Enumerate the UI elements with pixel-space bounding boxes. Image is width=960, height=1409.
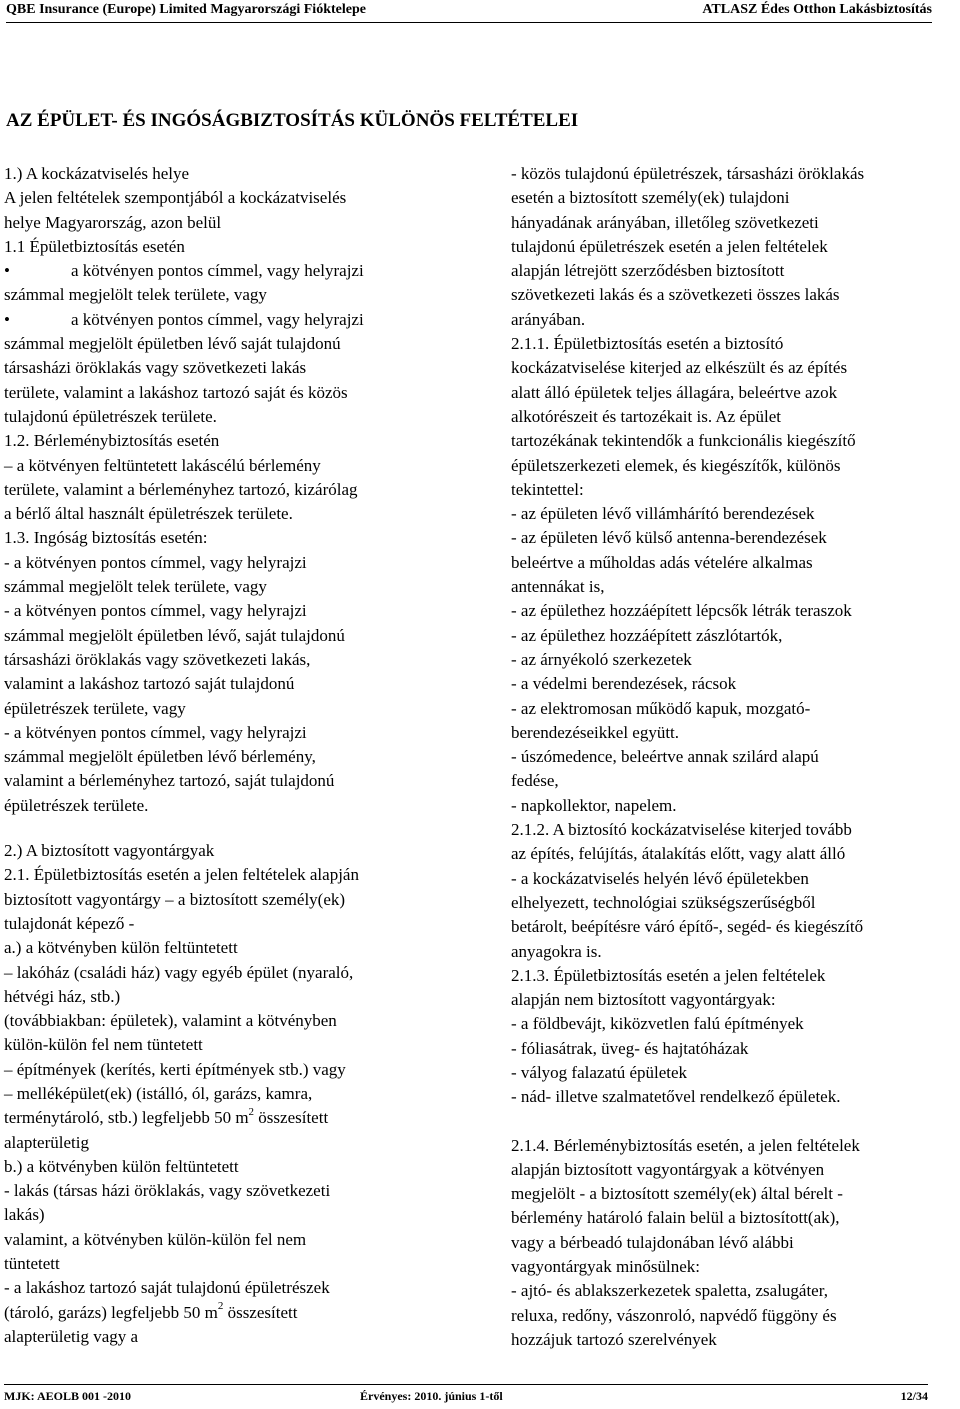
text-line: lakás) — [4, 1205, 45, 1225]
text-line: - az elektromosan működő kapuk, mozgató- — [511, 698, 811, 718]
superscript: 2 — [248, 1105, 255, 1118]
text-line: vagy a bérbeadó tulajdonában lévő alábbi — [511, 1232, 794, 1252]
text-line: 2.1.1. Épületbiztosítás esetén a biztosító — [511, 334, 784, 354]
text-line: 2.) A biztosított vagyontárgyak — [4, 841, 215, 861]
text-line: tulajdonú épületrészek esetén a jelen feltételek — [511, 236, 828, 256]
text-line: - úszómedence, beleértve annak szilárd alapú — [511, 747, 819, 767]
text-line: – építmények (kerítés, kerti építmények stb.) vagy — [4, 1059, 346, 1079]
superscript: 2 — [217, 1300, 224, 1312]
text-line: alatt álló épületek teljes állagára, beleértve azok — [511, 382, 838, 402]
text-line: épületrészek területe. — [4, 795, 149, 815]
text-line: alapján létrejött szerződésben biztosított — [511, 261, 785, 281]
text-line: – melléképület(ek) (istálló, ól, garázs, kamra, — [4, 1083, 313, 1103]
header-company: QBE Insurance (Europe) Limited Magyarországi Fióktelepe — [6, 2, 366, 17]
text-line: épületszerkezeti elemek, és kiegészítők, különös — [511, 455, 841, 475]
text-line: - vályog falazatú épületek — [511, 1062, 688, 1082]
text-line: alapján nem biztosított vagyontárgyak: — [511, 990, 776, 1010]
text-line: - nád- illetve szalmatetővel rendelkező épületek. — [511, 1087, 841, 1107]
left-column — [4, 162, 464, 1349]
text-line: hozzájuk tartozó szerelvények — [511, 1329, 717, 1349]
text-line: beleértve a műholdas adás vételére alkalmas — [511, 552, 813, 572]
text-line — [4, 1106, 464, 1130]
text-line: esetén a biztosított személy(ek) tulajdoni — [511, 188, 790, 208]
text-line: területe, valamint a lakáshoz tartozó saját és közös — [4, 382, 348, 402]
footer-rule — [4, 1384, 928, 1385]
text-line: társasházi öröklakás vagy szövetkezeti lakás — [4, 358, 307, 378]
text-line: - az épülethez hozzáépített zászlótartók, — [511, 625, 783, 645]
footer-code: MJK: AEOLB 001 -2010 — [4, 1389, 132, 1403]
text-line: bérlemény határoló falain belül a biztosított(ak), — [511, 1208, 840, 1228]
text-line: vagyontárgyak minősülnek: — [511, 1257, 701, 1277]
text-line: 2.1. Épületbiztosítás esetén a jelen feltételek alapján — [4, 865, 359, 885]
text-line: - napkollektor, napelem. — [511, 795, 677, 815]
text-line: az építés, felújítás, átalakítás előtt, vagy alatt álló — [511, 844, 846, 864]
text-line: a bérlő által használt épületrészek területe. — [4, 504, 293, 524]
footer-page-number: 12/34 — [900, 1389, 928, 1403]
text-line: 1.2. Bérleménybiztosítás esetén — [4, 431, 220, 451]
text-line: valamint, a kötvényben külön-külön fel nem — [4, 1229, 307, 1249]
text-line: arányában. — [511, 309, 586, 329]
text-line: fedése, — [511, 771, 559, 791]
text-line: számmal megjelölt épületben lévő, saját tulajdonú — [4, 625, 345, 645]
text-line: hányadának arányában, illetőleg szövetkezeti — [511, 212, 819, 232]
text-line: - az épületen lévő villámhárító berendezések — [511, 504, 815, 524]
bullet-line — [4, 308, 464, 332]
text-line: szövetkezeti lakás és a szövetkezeti összes lakás — [511, 285, 840, 305]
text-line: reluxa, redőny, vászonroló, napvédő függöny és — [511, 1305, 837, 1325]
text-line: biztosított vagyontárgy – a biztosított személy(ek) — [4, 889, 346, 909]
text-line: betárolt, beépítésre váró építő-, segéd- és kiegészítő — [511, 917, 864, 937]
text-line: épületrészek területe, vagy — [4, 698, 186, 718]
text-line: a kötvényen pontos címmel, vagy helyrajzi — [71, 261, 364, 281]
bullet-icon: • — [4, 261, 10, 281]
paragraph-gap — [511, 1110, 957, 1134]
right-column — [511, 162, 957, 1352]
text-line: valamint a lakáshoz tartozó saját tulajdonú — [4, 674, 295, 694]
text-line: tartozékának tekintendők a funkcionális kiegészítő — [511, 431, 856, 451]
text-line: számmal megjelölt telek területe, vagy — [4, 285, 267, 305]
text-line: 2.1.2. A biztosító kockázatviselése kiterjed tovább — [511, 820, 852, 840]
text-line: külön-külön fel nem tüntetett — [4, 1035, 203, 1055]
text-line: társasházi öröklakás vagy szövetkezeti lakás, — [4, 649, 311, 669]
text-line: számmal megjelölt telek területe, vagy — [4, 577, 267, 597]
text-line: kockázatviselése kiterjed az elkészült és az építés — [511, 358, 848, 378]
text-line: alapján biztosított vagyontárgyak a kötvényen — [511, 1159, 825, 1179]
text-line: - a védelmi berendezések, rácsok — [511, 674, 737, 694]
text-line: - a kockázatviselés helyén lévő épületekben — [511, 868, 809, 888]
page-header — [6, 0, 932, 24]
text-line: - az árnyékoló szerkezetek — [511, 649, 692, 669]
text-line: tekintettel: — [511, 479, 584, 499]
text-line: - a kötvényen pontos címmel, vagy helyrajzi — [4, 722, 307, 742]
text-line: 2.1.4. Bérleménybiztosítás esetén, a jelen feltételek — [511, 1135, 860, 1155]
text-line: helye Magyarország, azon belül — [4, 212, 222, 232]
text-line: a kötvényen pontos címmel, vagy helyrajzi — [71, 309, 364, 329]
footer-validity: Érvényes: 2010. június 1-től — [360, 1389, 503, 1403]
text-line: a.) a kötvényben külön feltüntetett — [4, 938, 238, 958]
text-line: berendezéseikkel együtt. — [511, 722, 680, 742]
text-line: anyagokra is. — [511, 941, 602, 961]
text-line: – lakóház (családi ház) vagy egyéb épület (nyaraló, — [4, 962, 354, 982]
text-line: - lakás (társas házi öröklakás, vagy szövetkezeti — [4, 1181, 331, 1201]
text-line: tüntetett — [4, 1254, 60, 1274]
header-rule — [6, 22, 932, 23]
header-product: ATLASZ Édes Otthon Lakásbiztosítás — [702, 2, 932, 17]
text-line: b.) a kötvényben külön feltüntetett — [4, 1156, 239, 1176]
text-line: (továbbiakban: épületek), valamint a kötvényben — [4, 1011, 337, 1031]
text-line: hétvégi ház, stb.) — [4, 986, 121, 1006]
text-line: - a földbevájt, kiközvetlen falú építmények — [511, 1014, 804, 1034]
text-line: valamint a bérleményhez tartozó, saját tulajdonú — [4, 771, 335, 791]
text-line: - az épülethez hozzáépített lépcsők létrák teraszok — [511, 601, 852, 621]
page-footer — [4, 1384, 928, 1406]
text-line: 1.3. Ingóság biztosítás esetén: — [4, 528, 208, 548]
paragraph-gap — [4, 818, 464, 839]
text-line: tulajdonát képező - — [4, 913, 135, 933]
text-line: számmal megjelölt épületben lévő saját tulajdonú — [4, 334, 341, 354]
text-fragment: terménytároló, stb.) legfeljebb 50 m — [4, 1108, 249, 1128]
text-line: 1.) A kockázatviselés helye — [4, 164, 190, 183]
text-line: alapterületig — [4, 1132, 89, 1152]
text-line: számmal megjelölt épületben lévő bérlemény, — [4, 747, 316, 767]
text-fragment: (tároló, garázs) legfeljebb 50 m — [4, 1302, 218, 1322]
text-line: alapterületig vagy a — [4, 1326, 139, 1346]
text-line: alkotórészeit és tartozékait is. Az épület — [511, 406, 782, 426]
text-line: A jelen feltételek szempontjából a kockázatviselés — [4, 188, 347, 208]
text-line: - ajtó- és ablakszerkezetek spaletta, zsalugáter, — [511, 1281, 828, 1301]
text-line: 1.1 Épületbiztosítás esetén — [4, 236, 185, 256]
text-line: - a kötvényen pontos címmel, vagy helyrajzi — [4, 552, 307, 572]
text-line: - az épületen lévő külső antenna-berendezések — [511, 528, 827, 548]
text-line: antennákat is, — [511, 577, 605, 597]
text-line: tulajdonú épületrészek területe. — [4, 406, 217, 426]
text-line: - közös tulajdonú épületrészek, társasházi öröklakás — [511, 164, 865, 183]
bullet-icon: • — [4, 309, 10, 329]
text-line: - fóliasátrak, üveg- és hajtatóházak — [511, 1038, 749, 1058]
text-line: elhelyezett, technológiai szükségszerűségből — [511, 892, 816, 912]
text-fragment: összesített — [254, 1108, 329, 1128]
text-line: - a lakáshoz tartozó saját tulajdonú épületrészek — [4, 1278, 330, 1298]
text-line — [4, 1301, 464, 1325]
text-line: megjelölt - a biztosított személy(ek) által bérelt - — [511, 1184, 843, 1204]
text-line: - a kötvényen pontos címmel, vagy helyrajzi — [4, 601, 307, 621]
text-line: 2.1.3. Épületbiztosítás esetén a jelen feltételek — [511, 965, 826, 985]
text-line: – a kötvényen feltüntetett lakáscélú bérlemény — [4, 455, 321, 475]
bullet-line — [4, 259, 464, 283]
text-fragment: összesített — [223, 1302, 298, 1322]
text-line: területe, valamint a bérleményhez tartozó, kizárólag — [4, 479, 358, 499]
document-title: AZ ÉPÜLET- ÉS INGÓSÁGBIZTOSÍTÁS KÜLÖNÖS FELTÉTELEI — [6, 110, 579, 131]
